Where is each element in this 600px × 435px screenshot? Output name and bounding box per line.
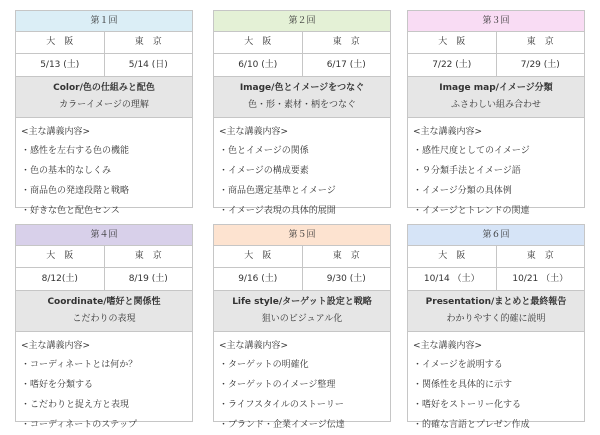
city-row	[408, 32, 584, 54]
lecture-list	[413, 141, 584, 221]
date-row	[214, 54, 390, 77]
city-tokyo: 東 京	[526, 37, 554, 47]
date-osaka: 8/12(土)	[16, 268, 105, 290]
session-title: Coordinate/嗜好と関係性	[47, 297, 161, 307]
lecture-item: ・色とイメージの関係	[219, 145, 309, 156]
session-subtitle: 色・形・素材・柄をつなぐ	[247, 100, 356, 110]
session-number: 第２回	[214, 11, 390, 32]
date-osaka: 6/10 (土)	[214, 54, 303, 76]
lecture-contents	[16, 332, 192, 435]
session-subtitle: ふさわしい組み合わせ	[450, 100, 541, 110]
city-tokyo: 東 京	[526, 251, 554, 261]
date-row	[408, 268, 584, 291]
session-subtitle: こだわりの表現	[72, 314, 136, 324]
lecture-contents	[16, 118, 192, 221]
date-osaka: 7/22 (土)	[408, 54, 497, 76]
contents-heading: <主な講義内容>	[21, 340, 91, 351]
lecture-list	[219, 141, 390, 221]
date-row	[16, 268, 192, 291]
lecture-item: ・感性を左右する色の機能	[21, 145, 130, 156]
date-row	[408, 54, 584, 77]
session-theme	[214, 291, 390, 332]
session-title: Life style/ターゲット設定と戦略	[232, 297, 372, 307]
session-theme	[408, 291, 584, 332]
lecture-contents	[408, 118, 584, 221]
lecture-item: ・イメージとトレンドの関連	[413, 205, 530, 216]
lecture-item: ・ターゲットの明確化	[219, 359, 309, 370]
city-row	[214, 246, 390, 268]
contents-heading: <主な講義内容>	[413, 340, 483, 351]
city-row	[408, 246, 584, 268]
lecture-list	[21, 355, 192, 435]
date-tokyo: 5/14 (日)	[128, 59, 168, 70]
date-tokyo: 7/29 (土)	[520, 59, 560, 70]
session-theme	[16, 77, 192, 118]
lecture-contents	[214, 332, 390, 435]
lecture-item: ・イメージ表現の具体的展開	[219, 205, 336, 216]
lecture-item: ・コーディネートのステップ	[21, 419, 138, 430]
session-card	[213, 10, 391, 216]
date-tokyo: 6/17 (土)	[326, 59, 366, 70]
lecture-list	[219, 355, 390, 435]
session-title: Presentation/まとめと最終報告	[425, 297, 567, 307]
session-subtitle: 狙いのビジュアル化	[261, 314, 343, 324]
lecture-item: ・コーディネートとは何か？	[21, 359, 138, 370]
city-tokyo: 東 京	[332, 251, 360, 261]
lecture-item: ・こだわりと捉え方と表現	[21, 399, 130, 410]
lecture-item: ・好きな色と配色センス	[21, 205, 120, 216]
session-subtitle: カラーイメージの理解	[59, 100, 149, 110]
session-card	[407, 224, 585, 430]
lecture-item: ・商品色選定基準とイメージ	[219, 185, 336, 196]
city-row	[214, 32, 390, 54]
session-number: 第４回	[16, 225, 192, 246]
city-row	[16, 246, 192, 268]
contents-heading: <主な講義内容>	[21, 126, 91, 137]
lecture-item: ・ターゲットのイメージ整理	[219, 379, 336, 390]
date-tokyo: 8/19 (土)	[128, 273, 168, 284]
city-tokyo: 東 京	[134, 251, 162, 261]
session-number: 第１回	[16, 11, 192, 32]
date-tokyo: 10/21 （土）	[512, 273, 569, 284]
date-tokyo: 9/30 (土)	[326, 273, 366, 284]
date-osaka: 5/13 (土)	[16, 54, 105, 76]
lecture-item: ・イメージを説明する	[413, 359, 503, 370]
city-tokyo: 東 京	[332, 37, 360, 47]
city-osaka: 大 阪	[408, 32, 497, 53]
date-osaka: 9/16 (土)	[214, 268, 303, 290]
session-card	[15, 224, 193, 430]
lecture-item: ・嗜好を分類する	[21, 379, 94, 390]
contents-heading: <主な講義内容>	[413, 126, 483, 137]
city-row	[16, 32, 192, 54]
session-number: 第６回	[408, 225, 584, 246]
city-osaka: 大 阪	[16, 246, 105, 267]
session-title: Image map/イメージ分類	[439, 83, 553, 93]
session-theme	[16, 291, 192, 332]
lecture-item: ・イメージの構成要素	[219, 165, 309, 176]
lecture-contents	[408, 332, 584, 435]
lecture-list	[413, 355, 584, 435]
city-osaka: 大 阪	[408, 246, 497, 267]
city-tokyo: 東 京	[134, 37, 162, 47]
lecture-item: ・商品色の発達段階と戦略	[21, 185, 130, 196]
session-number: 第５回	[214, 225, 390, 246]
lecture-item: ・９分類手法とイメージ語	[413, 165, 521, 176]
session-theme	[408, 77, 584, 118]
lecture-item: ・嗜好をストーリー化する	[413, 399, 522, 410]
lecture-item: ・的確な言語とプレゼン作成	[413, 419, 530, 430]
lecture-item: ・色の基本的なしくみ	[21, 165, 112, 176]
lecture-contents	[214, 118, 390, 221]
city-osaka: 大 阪	[214, 32, 303, 53]
lecture-item: ・感性尺度としてのイメージ	[413, 145, 530, 156]
session-card	[15, 10, 193, 216]
session-subtitle: わかりやすく的確に説明	[446, 314, 546, 324]
lecture-item: ・イメージ分類の具体例	[413, 185, 512, 196]
city-osaka: 大 阪	[16, 32, 105, 53]
session-card	[213, 224, 391, 430]
city-osaka: 大 阪	[214, 246, 303, 267]
date-row	[16, 54, 192, 77]
session-theme	[214, 77, 390, 118]
session-card	[407, 10, 585, 216]
session-title: Image/色とイメージをつなぐ	[239, 83, 365, 93]
lecture-item: ・関係性を具体的に示す	[413, 379, 513, 390]
session-title: Color/色の仕組みと配色	[53, 83, 155, 93]
contents-heading: <主な講義内容>	[219, 126, 289, 137]
session-number: 第３回	[408, 11, 584, 32]
date-osaka: 10/14 （土）	[408, 268, 497, 290]
date-row	[214, 268, 390, 291]
lecture-list	[21, 141, 192, 221]
lecture-item: ・ライフスタイルのストーリー	[219, 399, 344, 410]
lecture-item: ・ブランド・企業イメージ伝達	[219, 419, 345, 430]
contents-heading: <主な講義内容>	[219, 340, 289, 351]
